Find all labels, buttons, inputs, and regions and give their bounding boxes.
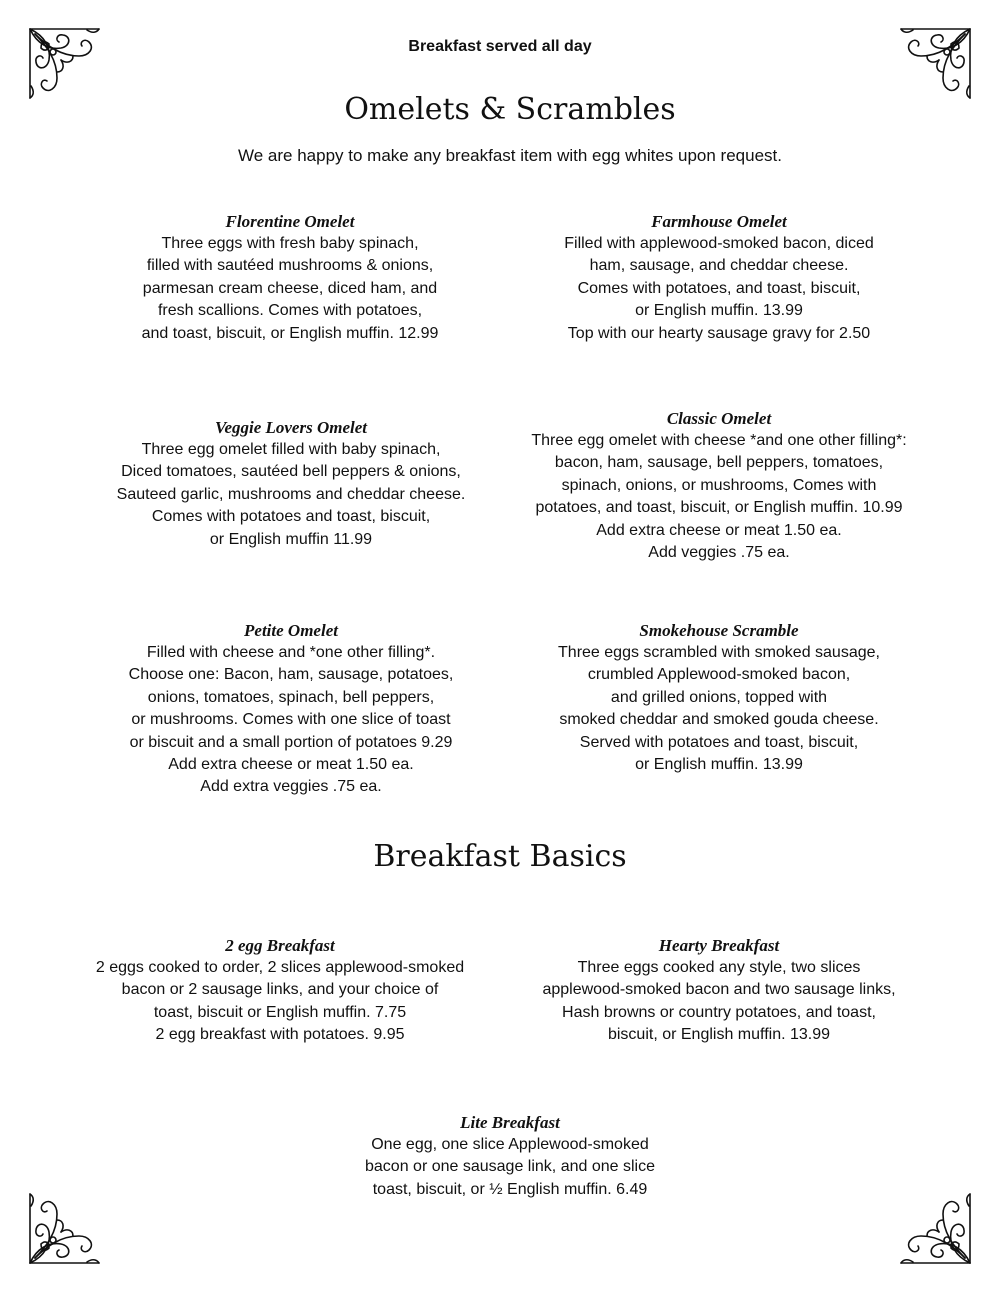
- menu-item-description-line: applewood-smoked bacon and two sausage links,: [542, 981, 896, 999]
- menu-item-name: 2 egg Breakfast: [225, 936, 335, 955]
- menu-item-description-line: or English muffin 11.99: [209, 530, 373, 548]
- menu-item-description-line: or biscuit and a small portion of potatoes 9.29: [129, 733, 453, 751]
- menu-item-veggie-lovers-omelet: [90, 417, 492, 551]
- menu-item-2-egg-breakfast: [80, 935, 480, 1047]
- menu-item-description-line: Choose one: Bacon, ham, sausage, potatoes,: [128, 666, 454, 684]
- menu-item-description-line: Add veggies .75 ea.: [648, 544, 790, 562]
- menu-item-description-line: Sauteed garlic, mushrooms and cheddar cheese.: [116, 485, 466, 503]
- menu-item-description-line: or mushrooms. Comes with one slice of toast: [131, 711, 451, 729]
- menu-item-description-line: or English muffin. 13.99: [635, 756, 803, 774]
- menu-item-description-line: bacon or 2 sausage links, and your choice of: [121, 981, 439, 999]
- menu-item-description-line: smoked cheddar and smoked gouda cheese.: [559, 711, 879, 729]
- menu-item-smokehouse-scramble: [510, 620, 928, 776]
- menu-item-description-line: and toast, biscuit, or English muffin. 12.99: [141, 324, 439, 342]
- menu-item-petite-omelet: [90, 620, 492, 799]
- menu-item-florentine-omelet: [90, 211, 490, 345]
- menu-item-description-line: Three egg omelet filled with baby spinach,: [141, 441, 441, 458]
- menu-item-description-line: Three egg omelet with cheese *and one other filling*:: [531, 432, 907, 449]
- menu-item-name: Veggie Lovers Omelet: [214, 418, 367, 437]
- menu-item-name: Florentine Omelet: [225, 212, 355, 231]
- menu-item-description-line: ham, sausage, and cheddar cheese.: [589, 257, 849, 275]
- menu-item-name: Hearty Breakfast: [658, 936, 780, 955]
- corner-ornament-bottom-right-icon: [897, 1190, 973, 1266]
- section-title-omelets: Omelets & Scrambles: [344, 92, 676, 127]
- menu-item-description-line: Served with potatoes and toast, biscuit,: [579, 733, 859, 751]
- menu-item-description-line: bacon, ham, sausage, bell peppers, tomatoes,: [554, 454, 884, 472]
- menu-item-description-line: toast, biscuit or English muffin. 7.75: [153, 1003, 407, 1021]
- menu-item-classic-omelet: [510, 408, 928, 564]
- menu-item-description-line: onions, tomatoes, spinach, bell peppers,: [147, 688, 435, 706]
- menu-item-description-line: toast, biscuit, or ½ English muffin. 6.49: [372, 1180, 648, 1198]
- menu-item-description-line: potatoes, and toast, biscuit, or English muffin. 10.99: [535, 499, 903, 517]
- menu-item-description-line: Filled with applewood-smoked bacon, diced: [564, 235, 874, 252]
- menu-item-description-line: or English muffin. 13.99: [635, 302, 803, 320]
- menu-item-description-line: fresh scallions. Comes with potatoes,: [157, 302, 423, 320]
- menu-item-description-line: bacon or one sausage link, and one slice: [365, 1158, 655, 1176]
- menu-item-description-line: 2 egg breakfast with potatoes. 9.95: [155, 1026, 405, 1044]
- menu-item-description-line: spinach, onions, or mushrooms, Comes with: [561, 476, 877, 494]
- menu-item-description-line: filled with sautéed mushrooms & onions,: [146, 257, 434, 275]
- menu-item-description-line: Three eggs cooked any style, two slices: [577, 959, 861, 976]
- menu-item-description-line: crumbled Applewood-smoked bacon,: [587, 666, 851, 684]
- corner-ornament-bottom-left-icon: [27, 1190, 103, 1266]
- top-note: Breakfast served all day: [408, 38, 592, 55]
- menu-item-description-line: Add extra veggies .75 ea.: [200, 778, 382, 796]
- menu-item-description-line: Add extra cheese or meat 1.50 ea.: [596, 521, 842, 539]
- menu-item-description-line: 2 eggs cooked to order, 2 slices applewood-smoked: [95, 959, 465, 976]
- menu-item-description-line: Three eggs with fresh baby spinach,: [161, 235, 419, 252]
- menu-item-description-line: biscuit, or English muffin. 13.99: [607, 1026, 831, 1044]
- menu-item-description-line: and grilled onions, topped with: [610, 688, 828, 706]
- section-title-breakfast-basics: Breakfast Basics: [373, 839, 627, 874]
- menu-item-description-line: Comes with potatoes and toast, biscuit,: [151, 508, 431, 526]
- menu-item-description-line: Add extra cheese or meat 1.50 ea.: [168, 756, 414, 774]
- menu-item-description-line: Filled with cheese and *one other filling*.: [146, 644, 436, 661]
- section-subtitle: We are happy to make any breakfast item with egg whites upon request.: [238, 146, 782, 165]
- menu-item-description-line: Top with our hearty sausage gravy for 2.50: [567, 324, 871, 342]
- menu-item-name: Lite Breakfast: [460, 1113, 560, 1132]
- menu-item-name: Farmhouse Omelet: [651, 212, 787, 231]
- menu-item-farmhouse-omelet: [510, 211, 928, 345]
- menu-item-description-line: Three eggs scrambled with smoked sausage,: [558, 644, 880, 661]
- menu-item-name: Petite Omelet: [244, 621, 338, 640]
- menu-item-description-line: parmesan cream cheese, diced ham, and: [142, 279, 438, 297]
- menu-item-name: Smokehouse Scramble: [639, 621, 799, 640]
- menu-item-name: Classic Omelet: [666, 409, 772, 428]
- menu-item-lite-breakfast: [300, 1112, 720, 1201]
- menu-item-description-line: Diced tomatoes, sautéed bell peppers & onions,: [121, 463, 461, 481]
- menu-item-description-line: Comes with potatoes, and toast, biscuit,: [577, 279, 861, 297]
- menu-item-hearty-breakfast: [510, 935, 928, 1047]
- menu-item-description-line: Hash browns or country potatoes, and toast,: [562, 1003, 876, 1021]
- menu-item-description-line: One egg, one slice Applewood-smoked: [371, 1136, 649, 1153]
